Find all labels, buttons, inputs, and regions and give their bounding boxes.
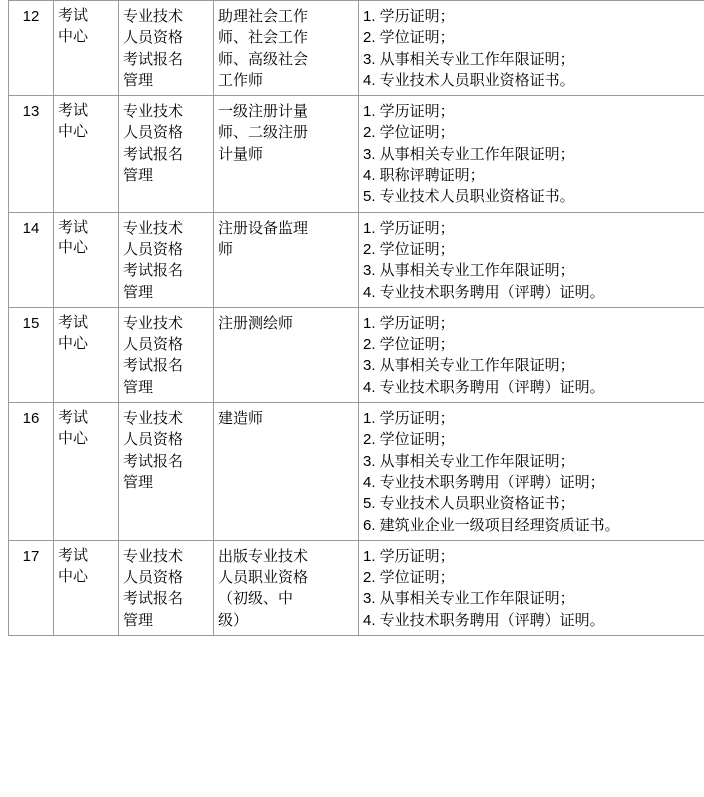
- documents-cell: 1. 学历证明； 2. 学位证明； 3. 从事相关专业工作年限证明； 4. 专业技术人员职业资格证书。: [359, 1, 704, 96]
- row-number-cell: 15: [9, 307, 54, 402]
- row-number-cell: 16: [9, 403, 54, 541]
- item-cell: 专业技术 人员资格 考试报名 管理: [119, 540, 214, 635]
- qualification-name-cell: 一级注册计量 师、二级注册 计量师: [214, 96, 359, 212]
- item-cell: 专业技术 人员资格 考试报名 管理: [119, 1, 214, 96]
- item-cell: 专业技术 人员资格 考试报名 管理: [119, 307, 214, 402]
- documents-cell: 1. 学历证明； 2. 学位证明； 3. 从事相关专业工作年限证明； 4. 专业技术职务聘用（评聘）证明。: [359, 307, 704, 402]
- department-cell: 考试 中心: [54, 1, 119, 96]
- qualification-name-cell: 出版专业技术 人员职业资格 （初级、中 级）: [214, 540, 359, 635]
- qualification-name-cell: 注册测绘师: [214, 307, 359, 402]
- table-row: [9, 212, 704, 307]
- documents-cell: 1. 学历证明； 2. 学位证明； 3. 从事相关专业工作年限证明； 4. 专业技术职务聘用（评聘）证明； 5. 专业技术人员职业资格证书； 6. 建筑业企业一级项目经理资质证书。: [359, 403, 704, 541]
- qualification-name-cell: 助理社会工作 师、社会工作 师、高级社会 工作师: [214, 1, 359, 96]
- table-body: [9, 1, 704, 636]
- table-row-highlighted: [9, 403, 704, 541]
- table-row: [9, 1, 704, 96]
- table-row: [9, 307, 704, 402]
- department-cell: 考试 中心: [54, 540, 119, 635]
- department-cell: 考试 中心: [54, 212, 119, 307]
- documents-cell: 1. 学历证明； 2. 学位证明； 3. 从事相关专业工作年限证明； 4. 职称评聘证明； 5. 专业技术人员职业资格证书。: [359, 96, 704, 212]
- department-cell: 考试 中心: [54, 403, 119, 541]
- row-number-cell: 12: [9, 1, 54, 96]
- table-row: [9, 96, 704, 212]
- row-number-cell: 14: [9, 212, 54, 307]
- requirements-table: [8, 0, 704, 636]
- documents-cell: 1. 学历证明； 2. 学位证明； 3. 从事相关专业工作年限证明； 4. 专业技术职务聘用（评聘）证明。: [359, 540, 704, 635]
- row-number-cell: 13: [9, 96, 54, 212]
- item-cell: 专业技术 人员资格 考试报名 管理: [119, 212, 214, 307]
- qualification-name-cell: 建造师: [214, 403, 359, 541]
- department-cell: 考试 中心: [54, 307, 119, 402]
- documents-cell: 1. 学历证明； 2. 学位证明； 3. 从事相关专业工作年限证明； 4. 专业技术职务聘用（评聘）证明。: [359, 212, 704, 307]
- row-number-cell: 17: [9, 540, 54, 635]
- item-cell: 专业技术 人员资格 考试报名 管理: [119, 96, 214, 212]
- table-row: [9, 540, 704, 635]
- qualification-name-cell: 注册设备监理 师: [214, 212, 359, 307]
- department-cell: 考试 中心: [54, 96, 119, 212]
- item-cell: 专业技术 人员资格 考试报名 管理: [119, 403, 214, 541]
